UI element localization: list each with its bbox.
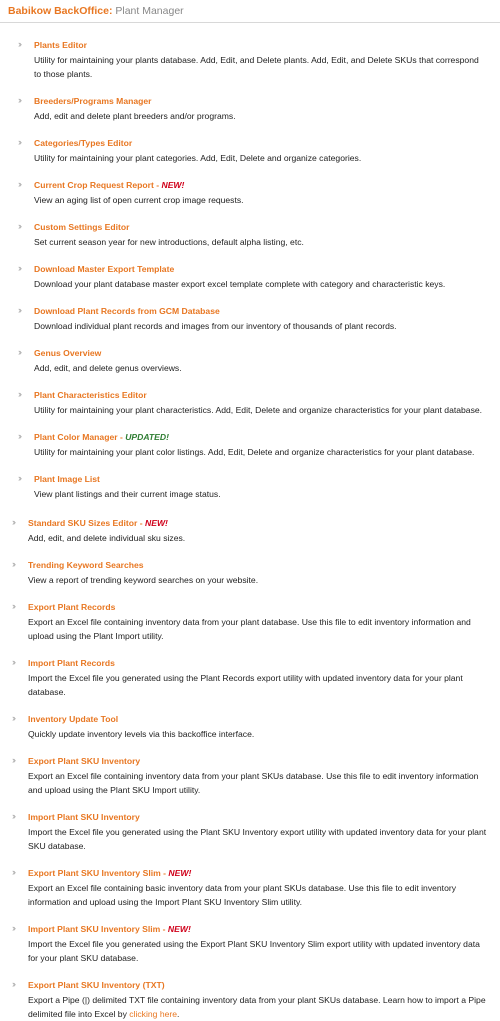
double-chevron-icon: ›› — [18, 179, 20, 189]
double-chevron-icon: ›› — [18, 221, 20, 231]
tool-title: Plant Image List — [34, 474, 100, 484]
tool-item-download-master-export-template — [0, 263, 500, 291]
tool-item-breeders-programs-manager — [0, 95, 500, 123]
tool-item-export-plant-sku-inventory-txt — [0, 979, 500, 1021]
tool-description-text: Export an Excel file containing inventory data from your plant database. Use this file to edit inventory information and upload using the Plant Import utility. — [28, 617, 471, 641]
tool-description — [34, 403, 500, 417]
tool-item-genus-overview — [0, 347, 500, 375]
double-chevron-icon: ›› — [12, 923, 14, 933]
double-chevron-icon: ›› — [18, 473, 20, 483]
updated-badge: UPDATED! — [125, 432, 169, 442]
new-badge: NEW! — [167, 924, 191, 934]
tool-item-trending-keyword-searches — [0, 559, 500, 587]
tool-link-standard-sku-sizes-editor[interactable] — [28, 517, 500, 530]
tool-title: Categories/Types Editor — [34, 138, 133, 148]
double-chevron-icon: ›› — [18, 39, 20, 49]
tool-title: Export Plant SKU Inventory (TXT) — [28, 980, 165, 990]
tool-description-end: . — [177, 1009, 180, 1019]
tool-description — [34, 235, 500, 249]
double-chevron-icon: ›› — [18, 137, 20, 147]
tool-link-breeders-programs-manager[interactable] — [34, 95, 500, 108]
new-badge: NEW! — [145, 518, 168, 528]
tool-title: Plants Editor — [34, 40, 88, 50]
tool-description-text: Utility for maintaining your plant color listings. Add, Edit, Delete and organize characteristics for your plant database. — [34, 447, 475, 457]
new-badge: NEW! — [168, 868, 192, 878]
double-chevron-icon: ›› — [12, 867, 14, 877]
tool-description-text: Utility for maintaining your plant categories. Add, Edit, Delete and organize categories. — [34, 153, 362, 163]
tool-description — [28, 993, 500, 1021]
tool-item-import-plant-sku-inventory — [0, 811, 500, 853]
double-chevron-icon: ›› — [18, 347, 20, 357]
tool-title: Genus Overview — [34, 348, 102, 358]
tool-title: Export Plant Records — [28, 602, 116, 612]
tool-item-plant-characteristics-editor — [0, 389, 500, 417]
tool-description-text: Utility for maintaining your plants database. Add, Edit, and Delete plants. Add, Edit, and Delete SKUs that correspond to those plants. — [34, 55, 479, 79]
tool-item-export-plant-records — [0, 601, 500, 643]
tool-title: Breeders/Programs Manager — [34, 96, 152, 106]
double-chevron-icon: ›› — [12, 657, 14, 667]
tool-title: Current Crop Request Report - — [34, 180, 162, 190]
brand-separator: : — [108, 5, 113, 17]
tools-list-secondary — [0, 517, 500, 1021]
tool-item-categories-types-editor — [0, 137, 500, 165]
tool-item-custom-settings-editor — [0, 221, 500, 249]
tool-description — [28, 573, 500, 587]
double-chevron-icon: ›› — [12, 517, 14, 527]
brand-name: Babikow BackOffice — [8, 5, 109, 17]
tool-description — [34, 487, 500, 501]
tool-link-custom-settings-editor[interactable] — [34, 221, 500, 234]
tool-link-plant-color-manager[interactable] — [34, 431, 500, 444]
tool-description-text: Add, edit, and delete genus overviews. — [34, 363, 182, 373]
double-chevron-icon: ›› — [12, 601, 14, 611]
tool-description — [28, 881, 500, 909]
tool-title: Plant Characteristics Editor — [34, 390, 147, 400]
double-chevron-icon: ›› — [18, 263, 20, 273]
double-chevron-icon: ›› — [12, 559, 14, 569]
tool-link-import-plant-records[interactable] — [28, 657, 500, 670]
tool-title: Export Plant SKU Inventory Slim - — [28, 868, 169, 878]
double-chevron-icon: ›› — [18, 389, 20, 399]
tool-description — [28, 825, 500, 853]
tool-link-download-master-export-template[interactable] — [34, 263, 500, 276]
tool-description-text: Export an Excel file containing basic inventory data from your plant SKUs database. Use this file to edit inventory information and upload using the Import Plant SKU Inventory Slim utility. — [28, 883, 457, 907]
double-chevron-icon: ›› — [18, 95, 20, 105]
tool-description-text: View an aging list of open current crop image requests. — [34, 195, 244, 205]
tool-title: Import Plant Records — [28, 658, 115, 668]
tool-description-text: Download your plant database master export excel template complete with category and characteristic keys. — [34, 279, 446, 289]
tool-item-plant-color-manager — [0, 431, 500, 459]
double-chevron-icon: ›› — [12, 755, 14, 765]
tool-item-download-plant-records-from-gcm-database — [0, 305, 500, 333]
tool-title: Export Plant SKU Inventory — [28, 756, 141, 766]
tool-item-export-plant-sku-inventory-slim — [0, 867, 500, 909]
tool-link-download-plant-records-from-gcm-database[interactable] — [34, 305, 500, 318]
tool-description-text: Set current season year for new introductions, default alpha listing, etc. — [34, 237, 304, 247]
tool-item-import-plant-records — [0, 657, 500, 699]
tool-title: Standard SKU Sizes Editor - — [28, 518, 145, 528]
tool-description — [34, 319, 500, 333]
tool-title: Trending Keyword Searches — [28, 560, 144, 570]
tool-description-text: Utility for maintaining your plant characteristics. Add, Edit, Delete and organize characteristics for your plant database. — [34, 405, 483, 415]
tool-item-import-plant-sku-inventory-slim — [0, 923, 500, 965]
tool-link-trending-keyword-searches[interactable] — [28, 559, 500, 572]
tool-description — [28, 671, 500, 699]
tool-description — [34, 193, 500, 207]
new-badge: NEW! — [161, 180, 185, 190]
tool-description — [34, 53, 500, 81]
tool-link-categories-types-editor[interactable] — [34, 137, 500, 150]
tool-title: Download Master Export Template — [34, 264, 175, 274]
tool-title: Import Plant SKU Inventory Slim - — [28, 924, 168, 934]
tool-item-current-crop-request-report — [0, 179, 500, 207]
tool-description-text: View plant listings and their current image status. — [34, 489, 221, 499]
tool-description — [28, 531, 500, 545]
tool-item-export-plant-sku-inventory — [0, 755, 500, 797]
tool-item-inventory-update-tool — [0, 713, 500, 741]
tool-link-export-plant-sku-inventory[interactable] — [28, 755, 500, 768]
tool-item-plant-image-list — [0, 473, 500, 501]
tool-description-text: Add, edit and delete plant breeders and/or programs. — [34, 111, 236, 121]
tool-description — [28, 615, 500, 643]
tool-item-standard-sku-sizes-editor — [0, 517, 500, 545]
tool-description — [28, 937, 500, 965]
tool-description-text: Import the Excel file you generated using the Export Plant SKU Inventory Slim export utility with updated inventory data for your plant SKU database. — [28, 939, 480, 963]
tool-link-inventory-update-tool[interactable] — [28, 713, 500, 726]
tool-link-export-plant-records[interactable] — [28, 601, 500, 614]
tool-title: Plant Color Manager - — [34, 432, 126, 442]
double-chevron-icon: ›› — [12, 811, 14, 821]
tool-link-genus-overview[interactable] — [34, 347, 500, 360]
tool-link-export-plant-sku-inventory-slim[interactable] — [28, 867, 500, 880]
tool-description-text: Quickly update inventory levels via this backoffice interface. — [28, 729, 255, 739]
tool-item-plants-editor — [0, 39, 500, 81]
tool-description — [34, 361, 500, 375]
tool-description-text: Export an Excel file containing inventory data from your plant SKUs database. Use this file to edit inventory information and upload using the Plant SKU Import utility. — [28, 771, 479, 795]
double-chevron-icon: ›› — [12, 979, 14, 989]
tool-link-plants-editor[interactable] — [34, 39, 500, 52]
tool-description-text: Download individual plant records and images from our inventory of thousands of plant records. — [34, 321, 397, 331]
tool-description — [34, 445, 500, 459]
top-header — [0, 0, 500, 23]
tool-description-text: Add, edit, and delete individual sku sizes. — [28, 533, 186, 543]
double-chevron-icon: ›› — [18, 431, 20, 441]
tool-description-text: View a report of trending keyword searches on your website. — [28, 575, 259, 585]
double-chevron-icon: ›› — [12, 713, 14, 723]
tool-description — [28, 769, 500, 797]
tool-title: Download Plant Records from GCM Database — [34, 306, 220, 316]
tool-link-import-plant-sku-inventory[interactable] — [28, 811, 500, 824]
tool-description-text: Import the Excel file you generated using the Plant Records export utility with updated inventory data for your plant database. — [28, 673, 463, 697]
tool-link-current-crop-request-report[interactable] — [34, 179, 500, 192]
tools-list-primary — [0, 39, 500, 501]
tool-title: Inventory Update Tool — [28, 714, 119, 724]
tool-link-import-plant-sku-inventory-slim[interactable] — [28, 923, 500, 936]
tool-description — [34, 151, 500, 165]
double-chevron-icon: ›› — [18, 305, 20, 315]
tool-description-text: Import the Excel file you generated using the Plant SKU Inventory export utility with updated inventory data for your plant SKU database. — [28, 827, 487, 851]
tool-description — [28, 727, 500, 741]
section-title: Plant Manager — [115, 5, 184, 17]
tool-title: Custom Settings Editor — [34, 222, 130, 232]
tool-title: Import Plant SKU Inventory — [28, 812, 140, 822]
tool-link-export-plant-sku-inventory-txt[interactable] — [28, 979, 500, 992]
tool-description-text: Export a Pipe (|) delimited TXT file containing inventory data from your plant SKUs database. Learn how to import a Pipe delimited file into Excel by — [28, 995, 486, 1019]
tool-description — [34, 277, 500, 291]
tool-link-plant-image-list[interactable] — [34, 473, 500, 486]
tool-link-plant-characteristics-editor[interactable] — [34, 389, 500, 402]
tool-description — [34, 109, 500, 123]
clicking-here-link[interactable]: clicking here — [129, 1009, 178, 1019]
